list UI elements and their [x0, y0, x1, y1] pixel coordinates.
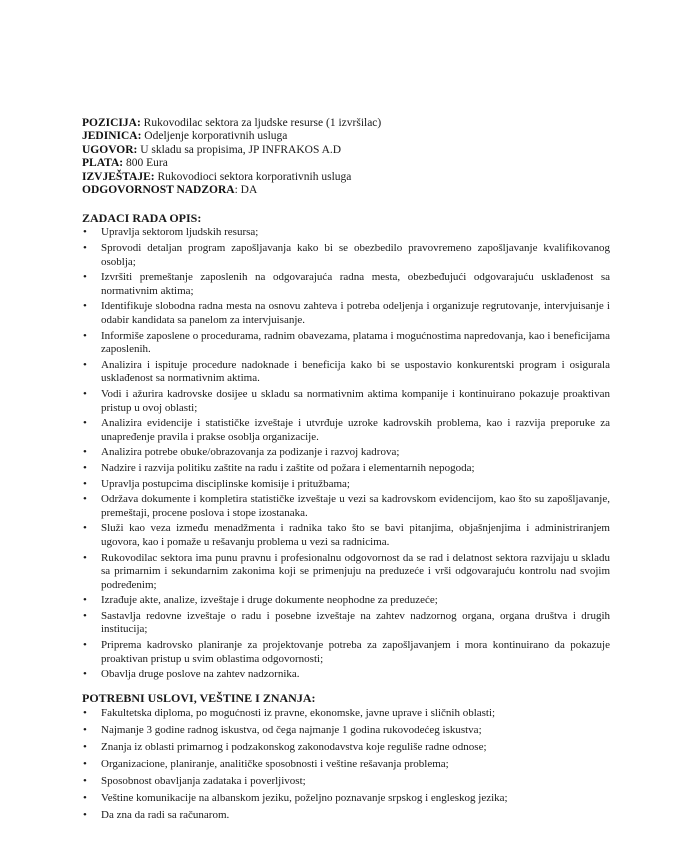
list-item: • Da zna da radi sa računarom. [82, 809, 610, 823]
salary-line [82, 157, 610, 170]
list-item: • Izrađuje akte, analize, izveštaje i druge dokumente neophodne za preduzeće; [82, 594, 610, 608]
reports-line [82, 171, 610, 184]
list-item: • Sposobnost obavljanja zadataka i poverljivost; [82, 775, 610, 789]
reports-value: Rukovodioci sektora korporativnih usluga [154, 170, 352, 183]
job-description [82, 117, 610, 826]
list-item: • Priprema kadrovsko planiranje za projektovanje potreba za zapošljavanjem i mora kontinuirano da pokazuje proaktivan pristup u svim oblastima odgovornosti; [82, 639, 610, 666]
list-item: • Veštine komunikacije na albanskom jeziku, poželjno poznavanje srpskog i engleskog jezika; [82, 792, 610, 806]
requirements-title: POTREBNI USLOVI, VEŠTINE I ZNANJA: [82, 690, 316, 705]
contract-label: UGOVOR: [82, 143, 138, 156]
list-item: • Analizira evidencije i statističke izveštaje i utvrđuje uzroke kadrovskih problema, kao i razvija preporuke za unapređenje pravila i prakse osoblja organizacije. [82, 417, 610, 444]
position-line [82, 117, 610, 130]
reports-label: IZVJEŠTAJE: [82, 170, 155, 183]
list-item: • Informiše zaposlene o procedurama, radnim obavezama, platama i mogućnostima napredovanja, kao i beneficijama zaposlenih. [82, 330, 610, 357]
list-item: • Služi kao veza između menadžmenta i radnika tako što se bavi pitanjima, objašnjenjima i administriranjem ugovora, kao i pomaže u rešavanju problema u vezi sa radnicima. [82, 522, 610, 549]
list-item: • Analizira potrebe obuke/obrazovanja za podizanje i razvoj kadrova; [82, 446, 610, 460]
contract-value: U skladu sa propisima, JP INFRAKOS A.D [137, 143, 342, 156]
list-item: • Vodi i ažurira kadrovske dosijee u skladu sa normativnim aktima kompanije i kontinuirano pokazuje proaktivan pristup u ovoj oblasti; [82, 388, 610, 415]
supervision-value: : DA [234, 184, 258, 197]
list-item: • Organizacione, planiranje, analitičke sposobnosti i veštine rešavanja problema; [82, 758, 610, 772]
unit-value: Odeljenje korporativnih usluga [141, 130, 288, 143]
list-item: • Sastavlja redovne izveštaje o radu i posebne izveštaje na zahtev nadzornog organa, organa društva i drugih institucija; [82, 610, 610, 637]
position-value: Rukovodilac sektora za ljudske resurse (1 izvršilac) [140, 117, 382, 129]
list-item: • Održava dokumente i kompletira statističke izveštaje u vezi sa kadrovskom evidencijom, kao što su zapošljavanje, premeštaji, procene poslova i stope izostanaka. [82, 493, 610, 520]
duties-list [82, 226, 610, 681]
list-item: • Obavlja druge poslove na zahtev nadzornika. [82, 668, 610, 682]
requirements-list [82, 707, 610, 823]
salary-label: PLATA: [82, 157, 124, 170]
list-item: • Analizira i ispituje procedure nadoknade i beneficija kako bi se uspostavio konkurentski program i osigurala usklađenost sa normativnim aktima. [82, 359, 610, 386]
contract-line [82, 144, 610, 157]
unit-label: JEDINICA: [82, 130, 142, 143]
list-item: • Najmanje 3 godine radnog iskustva, od čega najmanje 1 godina rukovodećeg iskustva; [82, 724, 610, 738]
list-item: • Izvršiti premeštanje zaposlenih na odgovarajuća radna mesta, obezbeđujući odgovarajuću usklađenost sa normativnim aktima; [82, 271, 610, 298]
supervision-label: ODGOVORNOST NADZORA [82, 184, 235, 197]
list-item: • Znanja iz oblasti primarnog i podzakonskog zakonodavstva koje reguliše radne odnose; [82, 741, 610, 755]
list-item: • Sprovodi detaljan program zapošljavanja kako bi se obezbedilo pravovremeno zapošljavanje kvalifikovanog osoblja; [82, 242, 610, 269]
salary-value: 800 Eura [123, 157, 168, 170]
position-label: POZICIJA: [82, 117, 141, 129]
supervision-line [82, 184, 610, 197]
list-item: • Rukovodilac sektora ima punu pravnu i profesionalnu odgovornost da se rad i delatnost sektora razvijaju u skladu sa primarnim i sekundarnim zakonima koji se primenjuju na preduzeće i vrši odgovarajuću kontrolu nad svojim podređenim; [82, 552, 610, 593]
list-item: • Upravlja postupcima disciplinske komisije i pritužbama; [82, 478, 610, 492]
list-item: • Identifikuje slobodna radna mesta na osnovu zahteva i potreba odeljenja i organizuje regrutovanje, intervjuisanje i odabir kandidata sa panelom za intervjuisanje. [82, 300, 610, 327]
list-item: • Upravlja sektorom ljudskih resursa; [82, 226, 610, 240]
duties-title: ZADACI RADA OPIS: [82, 211, 202, 226]
unit-line [82, 130, 610, 143]
list-item: • Fakultetska diploma, po mogućnosti iz pravne, ekonomske, javne uprave i sličnih oblasti; [82, 707, 610, 721]
list-item: • Nadzire i razvija politiku zaštite na radu i zaštite od požara i elementarnih nepogoda; [82, 462, 610, 476]
